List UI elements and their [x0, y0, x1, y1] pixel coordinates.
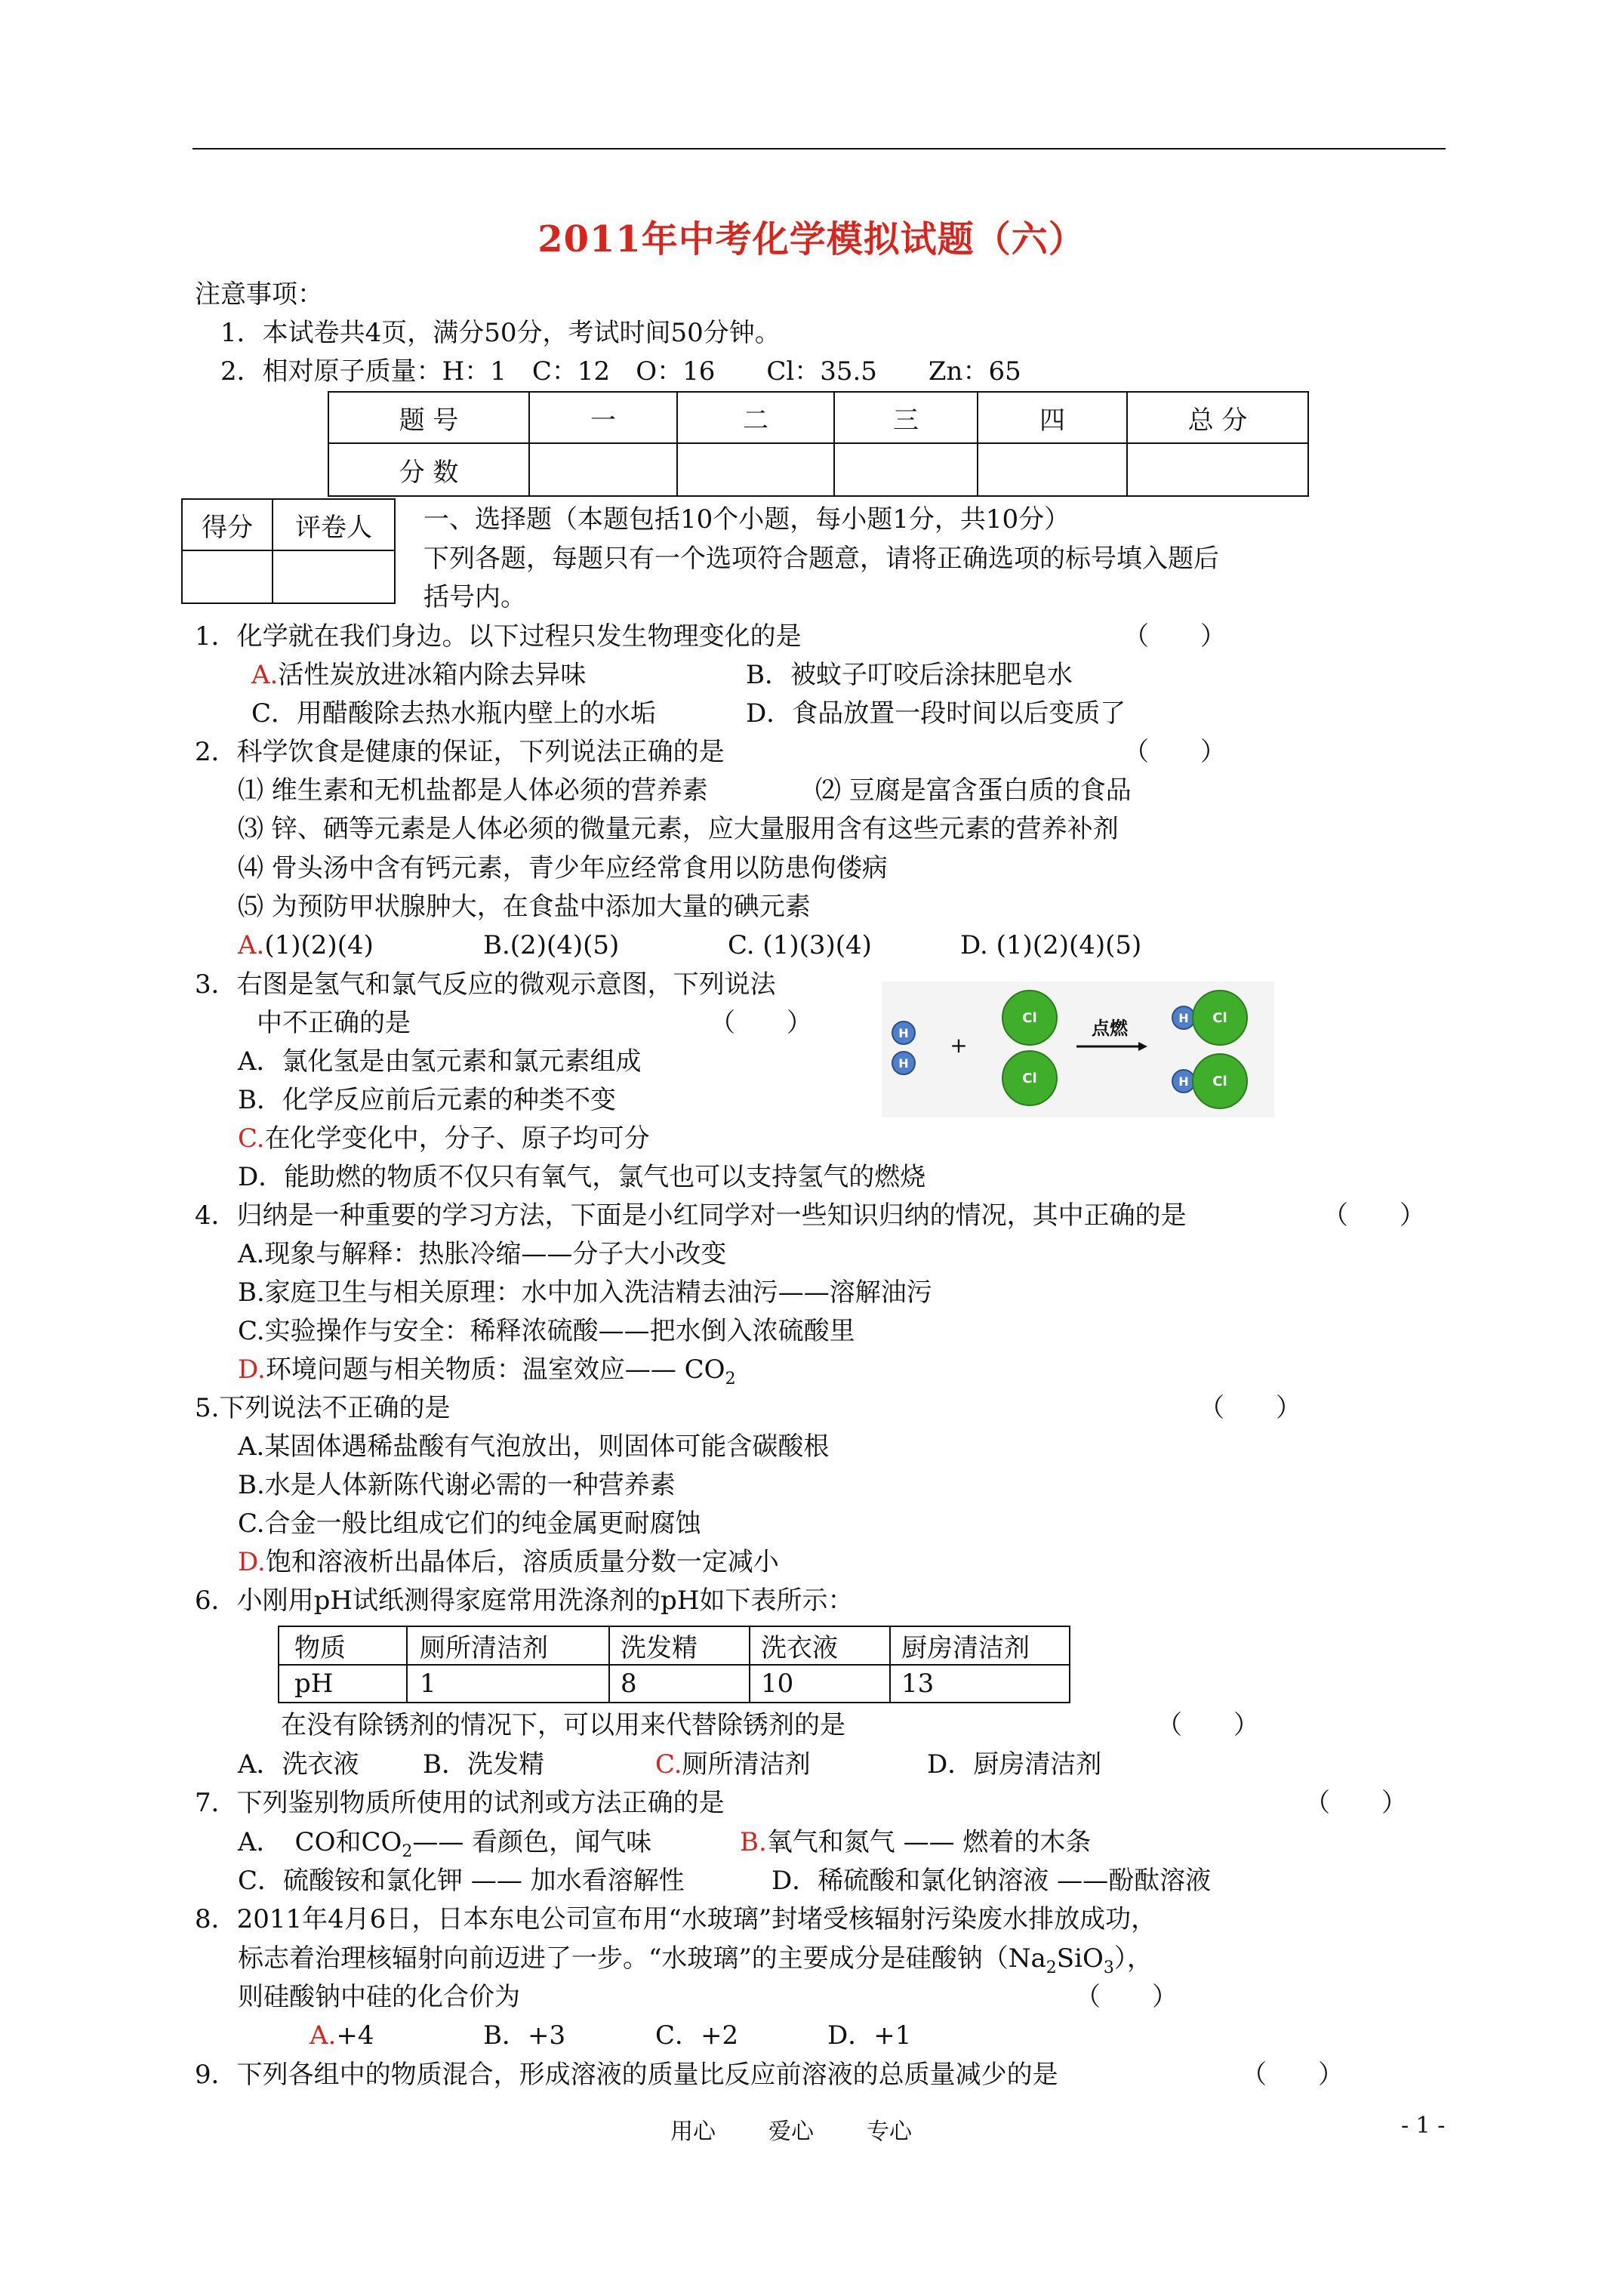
ph-table-cell: 13 — [890, 1665, 1070, 1703]
score-table-header: 总 分 — [1127, 392, 1308, 443]
q7-option-a: A． CO和$CO_2——$ 看颜色，闻气味 — [238, 1827, 652, 1861]
q7-option-b: B.氧气和氮气 —— 燃着的木条 — [740, 1827, 1092, 1857]
q6-bracket: （ ） — [1156, 1710, 1259, 1740]
score-cell[interactable] — [1127, 443, 1308, 496]
svg-text:+: + — [950, 1033, 968, 1058]
score-cell[interactable] — [834, 443, 978, 496]
q2-stem: 2．科学饮食是健康的保证，下列说法正确的是 — [195, 737, 725, 767]
q1-option-b: B．被蚊子叮咬后涂抹肥皂水 — [746, 660, 1073, 690]
q2-option-b: B.(2)(4)(5) — [483, 930, 620, 960]
svg-text:Cl: Cl — [1022, 1010, 1037, 1026]
q1-option-d: D．食品放置一段时间以后变质了 — [746, 698, 1126, 729]
q2-statement: ⑵ 豆腐是富含蛋白质的食品 — [815, 775, 1132, 806]
q3-option-d: D．能助燃的物质不仅只有氧气，氯气也可以支持氢气的燃烧 — [238, 1162, 926, 1192]
svg-text:H: H — [898, 1056, 909, 1071]
q6-stem: 6．小刚用pH试纸测得家庭常用洗涤剂的pH如下表所示： — [195, 1586, 854, 1616]
page-title: 2011年中考化学模拟试题（六） — [537, 218, 1086, 260]
q2-bracket: （ ） — [1123, 737, 1226, 767]
notice-item: 1．本试卷共4页，满分50分，考试时间50分钟。 — [220, 318, 781, 348]
grader-box — [181, 498, 396, 604]
q4-stem: 4．归纳是一种重要的学习方法，下面是小红同学对一些知识归纳的情况，其中正确的是 — [195, 1200, 1187, 1231]
q5-bracket: （ ） — [1199, 1393, 1301, 1423]
score-cell[interactable] — [677, 443, 834, 496]
score-cell[interactable] — [529, 443, 677, 496]
section-heading: 一、选择题（本题包括10个小题，每小题1分，共10分） — [423, 504, 1070, 535]
q6-option-c: C.厕所清洁剂 — [655, 1749, 811, 1780]
header-rule — [192, 148, 1446, 149]
page-number: - 1 - — [1401, 2113, 1446, 2139]
svg-text:Cl: Cl — [1212, 1010, 1227, 1026]
q8-stem: 8．2011年4月6日，日本东电公司宣布用“水玻璃”封堵受核辐射污染废水排放成功， — [195, 1904, 1157, 1934]
q3-bracket: （ ） — [710, 1008, 812, 1038]
grader-name-cell[interactable] — [273, 550, 395, 603]
score-table — [328, 391, 1309, 497]
q2-option-a: A.(1)(2)(4) — [238, 930, 374, 960]
q8-stem: 标志着治理核辐射向前迈进了一步。“水玻璃”的主要成分是硅酸钠$(Na_2SiO_3)$， — [238, 1943, 1153, 1977]
score-table-header: 题 号 — [328, 392, 529, 443]
q3-stem: 3．右图是氢气和氯气反应的微观示意图，下列说法 — [195, 969, 776, 1000]
footer-motto: 用心 — [670, 2119, 716, 2145]
ph-table-header: 洗衣液 — [750, 1626, 890, 1665]
q6-option-d: D．厨房清洁剂 — [927, 1749, 1102, 1780]
q8-option-a: A.+4 — [310, 2020, 374, 2051]
svg-text:H: H — [1178, 1011, 1189, 1025]
q9-stem: 9．下列各组中的物质混合，形成溶液的质量比反应前溶液的总质量减少的是 — [195, 2060, 1058, 2090]
q2-statement: ⑴ 维生素和无机盐都是人体必须的营养素 — [238, 775, 708, 806]
q5-option-b: B.水是人体新陈代谢必需的一种营养素 — [238, 1470, 676, 1500]
notice-heading: 注意事项： — [195, 279, 323, 310]
q3-option-c: C.在化学变化中，分子、原子均可分 — [238, 1123, 650, 1154]
ph-table-cell: 10 — [750, 1665, 890, 1703]
q4-option-d: D.环境问题与相关物质：温室效应—— $CO_2$ — [238, 1354, 736, 1388]
grader-score-label: 得分 — [182, 499, 273, 550]
ph-table-header: 物质 — [279, 1626, 407, 1665]
q4-bracket: （ ） — [1323, 1200, 1425, 1231]
ph-table-cell: 1 — [407, 1665, 609, 1703]
q4-option-a: A.现象与解释：热胀冷缩——分子大小改变 — [238, 1239, 727, 1269]
score-table-header: 三 — [834, 392, 978, 443]
ph-table-header: 厕所清洁剂 — [407, 1626, 609, 1665]
score-cell[interactable] — [978, 443, 1127, 496]
q8-option-c: C．+2 — [655, 2020, 739, 2051]
q5-stem: 5.下列说法不正确的是 — [195, 1393, 451, 1423]
ph-table-cell: pH — [279, 1665, 407, 1703]
svg-text:Cl: Cl — [1212, 1074, 1227, 1089]
q1-bracket: （ ） — [1123, 621, 1226, 652]
q8-bracket: （ ） — [1075, 1982, 1178, 2012]
score-table-row-label: 分 数 — [328, 443, 529, 496]
score-table-header: 四 — [978, 392, 1127, 443]
q4-option-c: C.实验操作与安全：稀释浓硫酸——把水倒入浓硫酸里 — [238, 1316, 855, 1346]
q7-bracket: （ ） — [1304, 1788, 1407, 1818]
svg-text:Cl: Cl — [1022, 1071, 1037, 1086]
svg-text:H: H — [898, 1026, 909, 1040]
score-table-header: 二 — [677, 392, 834, 443]
ph-table-header: 洗发精 — [609, 1626, 750, 1665]
q2-option-d: D. (1)(2)(4)(5) — [960, 930, 1142, 960]
ph-table — [278, 1626, 1070, 1703]
notice-item: 2．相对原子质量：H：1 C：12 O：16 Cl：35.5 Zn：65 — [220, 356, 1021, 387]
svg-text:点燃: 点燃 — [1092, 1017, 1128, 1039]
ph-table-header: 厨房清洁剂 — [890, 1626, 1070, 1665]
q6-question: 在没有除锈剂的情况下，可以用来代替除锈剂的是 — [281, 1710, 845, 1740]
q8-option-b: B．+3 — [483, 2020, 566, 2051]
q3-option-b: B．化学反应前后元素的种类不变 — [238, 1085, 616, 1115]
footer-motto: 爱心 — [768, 2119, 814, 2145]
q8-option-d: D．+1 — [827, 2020, 912, 2051]
q5-option-d: D.饱和溶液析出晶体后，溶质质量分数一定减小 — [238, 1547, 779, 1577]
q2-statement: ⑸ 为预防甲状腺肿大，在食盐中添加大量的碘元素 — [238, 892, 811, 922]
footer-motto: 专心 — [867, 2119, 912, 2145]
q5-option-c: C.合金一般比组成它们的纯金属更耐腐蚀 — [238, 1509, 701, 1539]
section-intro: 括号内。 — [423, 582, 526, 612]
q9-bracket: （ ） — [1241, 2060, 1344, 2090]
ph-table-cell: 8 — [609, 1665, 750, 1703]
q6-option-b: B．洗发精 — [423, 1749, 544, 1780]
q7-option-d: D．稀硫酸和氯化钠溶液 ——酚酞溶液 — [771, 1866, 1212, 1896]
q8-stem: 则硅酸钠中硅的化合价为 — [238, 1982, 520, 2012]
q5-option-a: A.某固体遇稀盐酸有气泡放出，则固体可能含碳酸根 — [238, 1432, 830, 1462]
q7-option-c: C．硫酸铵和氯化钾 —— 加水看溶解性 — [238, 1866, 685, 1896]
q3-stem: 中不正确的是 — [257, 1008, 411, 1038]
grader-score-cell[interactable] — [182, 550, 273, 603]
grader-name-label: 评卷人 — [273, 499, 395, 550]
q4-option-b: B.家庭卫生与相关原理：水中加入洗洁精去油污——溶解油污 — [238, 1277, 932, 1308]
q1-option-c: C．用醋酸除去热水瓶内壁上的水垢 — [251, 698, 657, 729]
q6-option-a: A．洗衣液 — [238, 1749, 359, 1780]
q2-statement: ⑶ 锌、硒等元素是人体必须的微量元素，应大量服用含有这些元素的营养补剂 — [238, 814, 1119, 844]
section-intro: 下列各题，每题只有一个选项符合题意，请将正确选项的标号填入题后 — [423, 544, 1219, 574]
q2-statement: ⑷ 骨头汤中含有钙元素，青少年应经常食用以防患佝偻病 — [238, 853, 888, 883]
q3-option-a: A．氯化氢是由氢元素和氯元素组成 — [238, 1046, 642, 1077]
q1-stem: 1．化学就在我们身边。以下过程只发生物理变化的是 — [195, 621, 802, 652]
q1-option-a: A.活性炭放进冰箱内除去异味 — [251, 660, 587, 690]
q2-option-c: C. (1)(3)(4) — [728, 930, 872, 960]
svg-text:H: H — [1178, 1074, 1189, 1089]
reaction-diagram — [882, 982, 1274, 1117]
q7-stem: 7．下列鉴别物质所使用的试剂或方法正确的是 — [195, 1788, 725, 1818]
score-table-header: 一 — [529, 392, 677, 443]
